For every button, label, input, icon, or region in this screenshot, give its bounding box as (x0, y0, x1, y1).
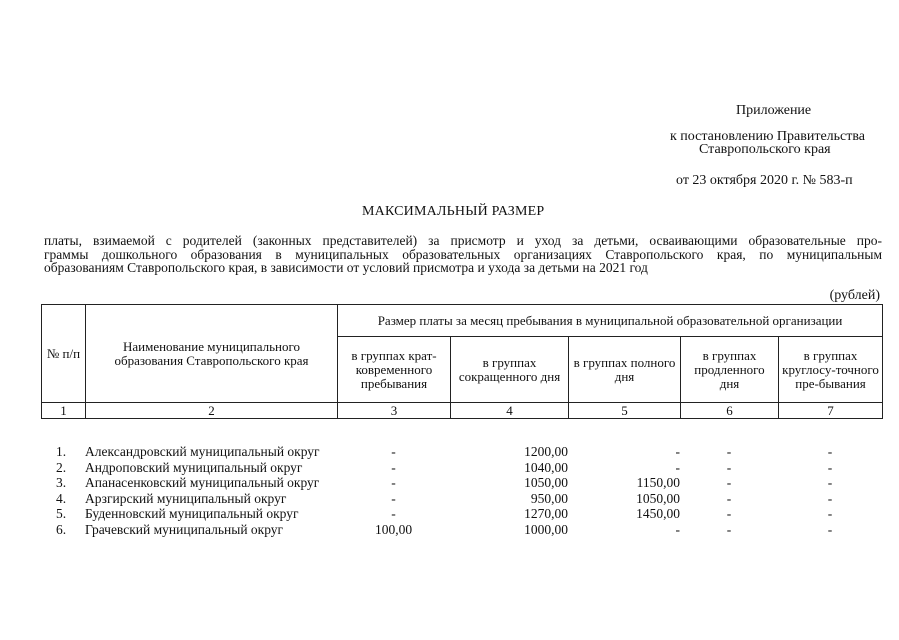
fee-short-stay: - (391, 475, 396, 490)
header-reduced-day: в группах сокращенного дня (451, 337, 569, 403)
document-title: МАКСИМАЛЬНЫЙ РАЗМЕР (362, 204, 545, 219)
row-number: 1. (56, 444, 67, 459)
fee-full-day: 1050,00 (636, 490, 680, 506)
fee-reduced-day: 1050,00 (524, 475, 568, 490)
fee-reduced-day: 1000,00 (524, 521, 568, 537)
fee-short-stay: - (391, 444, 396, 459)
fee-extended-day: - (726, 444, 732, 459)
fee-extended-day: - (726, 459, 732, 475)
fee-short-stay: - (391, 506, 396, 521)
row-number: 4. (56, 490, 67, 506)
row-number: 2. (56, 459, 67, 475)
table-row (41, 444, 882, 460)
row-number: 6. (56, 521, 67, 537)
subtitle-line: платы, взимаемой с родителей (законных представителей) за присмотр и уход за детьми, осваивающими образовательные про- (44, 233, 882, 248)
municipality-name: Буденновский муниципальный округ (85, 506, 299, 521)
fee-full-day: - (675, 521, 680, 537)
fee-extended-day: - (726, 475, 732, 490)
table-row (41, 522, 882, 538)
fee-full-day: - (675, 444, 680, 459)
resolution-date: от 23 октября 2020 г. № 583-п (676, 173, 853, 188)
fee-full-day: 1450,00 (636, 506, 680, 521)
fee-full-day: 1150,00 (636, 475, 680, 490)
fee-reduced-day: 1040,00 (524, 459, 568, 475)
fee-extended-day: - (726, 506, 732, 521)
municipality-name: Арзгирский муниципальный округ (85, 490, 287, 506)
fee-round-the-clock: - (827, 459, 833, 475)
header-num: № п/п (42, 305, 86, 403)
municipality-name: Апанасенковский муниципальный округ (85, 475, 320, 490)
header-round-the-clock: в группах круглосу-точного пре-бывания (779, 337, 883, 403)
fee-short-stay: - (391, 490, 396, 506)
fee-reduced-day: 950,00 (530, 490, 568, 506)
resolution-region: Ставропольского края (699, 142, 831, 157)
table-row (41, 475, 882, 491)
table-row (41, 491, 882, 507)
fee-extended-day: - (726, 490, 732, 506)
header-short-stay: в группах крат-ковременного пребывания (338, 337, 451, 403)
fee-table-header (41, 304, 883, 419)
row-number: 5. (56, 506, 67, 521)
appendix-label: Приложение (736, 103, 812, 118)
table-row (41, 506, 882, 522)
fee-round-the-clock: - (827, 475, 833, 490)
header-fee-group: Размер платы за месяц пребывания в муниципальной образовательной организации (338, 305, 883, 337)
municipality-name: Андроповский муниципальный округ (85, 459, 303, 475)
column-number: 3 (338, 403, 451, 419)
table-row (41, 460, 882, 476)
subtitle-line: образованиям Ставропольского края, в зависимости от условий присмотра и ухода за детьми на 2021 год (44, 260, 648, 275)
fee-reduced-day: 1200,00 (524, 444, 568, 459)
municipality-name: Грачевский муниципальный округ (85, 521, 284, 537)
fee-round-the-clock: - (827, 521, 833, 537)
column-number: 6 (681, 403, 779, 419)
document-subtitle (44, 234, 882, 275)
fee-table-body (41, 444, 882, 537)
fee-full-day: - (675, 459, 680, 475)
fee-reduced-day: 1270,00 (524, 506, 568, 521)
column-number: 1 (42, 403, 86, 419)
column-number: 2 (86, 403, 338, 419)
fee-extended-day: - (726, 521, 732, 537)
header-extended-day: в группах продленного дня (681, 337, 779, 403)
header-name: Наименование муниципального образования Ставропольского края (86, 305, 338, 403)
column-number: 7 (779, 403, 883, 419)
units-label: (рублей) (829, 288, 880, 303)
header-full-day: в группах полного дня (569, 337, 681, 403)
fee-short-stay: 100,00 (374, 521, 413, 537)
row-number: 3. (56, 475, 67, 490)
subtitle-line: граммы дошкольного образования в муниципальных образовательных организациях Ставропольского края, по муниципальным (44, 246, 882, 262)
municipality-name: Александровский муниципальный округ (85, 444, 320, 459)
column-number: 5 (569, 403, 681, 419)
column-number: 4 (451, 403, 569, 419)
fee-round-the-clock: - (827, 506, 833, 521)
fee-round-the-clock: - (827, 490, 833, 506)
fee-short-stay: - (391, 459, 396, 475)
resolution-reference: к постановлению Правительства (670, 129, 866, 144)
fee-round-the-clock: - (827, 444, 833, 459)
